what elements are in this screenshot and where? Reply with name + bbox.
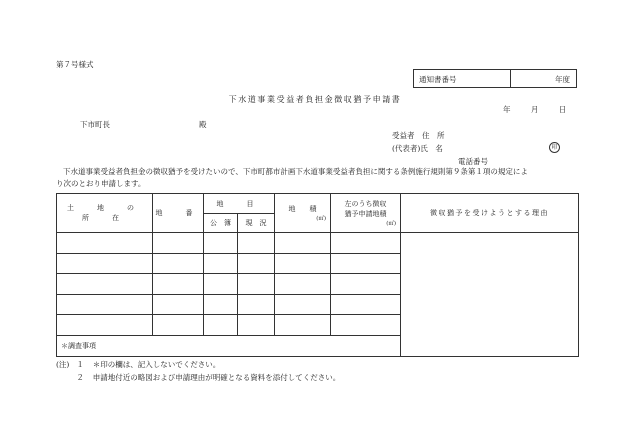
statement-line-2: り次のとおり申請します。 — [56, 179, 146, 188]
cell-location[interactable] — [57, 274, 153, 295]
cell-public-registry[interactable] — [204, 315, 238, 336]
notice-number-box — [413, 69, 577, 88]
statement-line-1: 下水道事業受益者負担金の徴収猶予を受けたいので、下市町都市計画下水道事業受益者負担に関する条例施行規則第９条第１項の規定によ — [63, 167, 528, 176]
addressee-name: 下市町長 — [80, 120, 110, 129]
table-row — [57, 233, 579, 254]
cell-public-registry[interactable] — [204, 274, 238, 295]
notice-box-divider — [510, 70, 511, 87]
cell-location[interactable] — [57, 315, 153, 336]
cell-deferral-area[interactable] — [331, 233, 401, 254]
cell-location[interactable] — [57, 233, 153, 254]
cell-location[interactable] — [57, 294, 153, 315]
header-deferral-area — [331, 194, 401, 233]
date-year: 年 — [503, 105, 511, 114]
notes-section — [56, 359, 340, 385]
note-1 — [56, 359, 340, 372]
cell-lot-number[interactable] — [153, 233, 204, 254]
note-2-number: ２ — [76, 373, 84, 382]
cell-actual[interactable] — [238, 315, 275, 336]
area-label: 地 積 — [288, 205, 317, 213]
cell-reason[interactable] — [401, 233, 579, 357]
seal-mark: 印 — [549, 142, 560, 153]
cell-location[interactable] — [57, 253, 153, 274]
application-date — [503, 104, 566, 115]
date-day: 日 — [558, 105, 567, 114]
header-location: 土 地 の 所 在 — [57, 194, 153, 233]
header-area — [275, 194, 331, 233]
cell-area[interactable] — [275, 274, 331, 295]
fiscal-year-label: 年度 — [555, 75, 570, 84]
cell-deferral-area[interactable] — [331, 294, 401, 315]
cell-public-registry[interactable] — [204, 253, 238, 274]
addressee-suffix: 殿 — [199, 120, 207, 129]
phone-label: 電話番号 — [458, 157, 488, 166]
cell-public-registry[interactable] — [204, 233, 238, 254]
application-statement — [56, 166, 578, 190]
note-2-text: 申請地付近の略図および申請理由が明確となる資料を添付してください。 — [92, 373, 341, 382]
deferral-area-unit: (㎡) — [386, 221, 396, 227]
cell-actual[interactable] — [238, 253, 275, 274]
cell-area[interactable] — [275, 294, 331, 315]
cell-lot-number[interactable] — [153, 294, 204, 315]
notice-number-label: 通知書番号 — [419, 75, 457, 84]
header-public-registry: 公 簿 — [204, 214, 238, 233]
page-title: 下水道事業受益者負担金徴収猶予申請書 — [228, 95, 402, 104]
cell-actual[interactable] — [238, 294, 275, 315]
cell-actual[interactable] — [238, 274, 275, 295]
note-1-text: ＊印の欄は、記入しないでください。 — [92, 360, 221, 369]
cell-lot-number[interactable] — [153, 315, 204, 336]
cell-deferral-area[interactable] — [331, 274, 401, 295]
cell-lot-number[interactable] — [153, 274, 204, 295]
cell-area[interactable] — [275, 315, 331, 336]
cell-lot-number[interactable] — [153, 253, 204, 274]
cell-public-registry[interactable] — [204, 294, 238, 315]
note-1-number: １ — [76, 360, 84, 369]
header-reason: 徴収猶予を受けようとする理由 — [401, 194, 579, 233]
note-2 — [56, 372, 340, 385]
cell-actual[interactable] — [238, 233, 275, 254]
survey-items: ＊調査事項 — [57, 335, 401, 356]
form-number: 第７号様式 — [56, 60, 94, 69]
deferral-area-line-1: 左のうち徴収 — [344, 200, 387, 208]
date-month: 月 — [530, 105, 539, 114]
notes-prefix: (注) — [56, 360, 70, 369]
cell-area[interactable] — [275, 233, 331, 254]
header-lot-number: 地 番 — [153, 194, 204, 233]
area-unit: (㎡) — [316, 216, 326, 222]
cell-area[interactable] — [275, 253, 331, 274]
header-land-category: 地 目 — [204, 194, 275, 214]
applicant-address-label: 受益者 住 所 — [392, 131, 445, 140]
cell-deferral-area[interactable] — [331, 315, 401, 336]
application-table — [56, 193, 579, 357]
applicant-name-label: (代表者)氏 名 — [392, 144, 443, 153]
deferral-area-line-2: 猶予申請地積 — [344, 210, 387, 218]
cell-deferral-area[interactable] — [331, 253, 401, 274]
header-actual: 現 況 — [238, 214, 275, 233]
